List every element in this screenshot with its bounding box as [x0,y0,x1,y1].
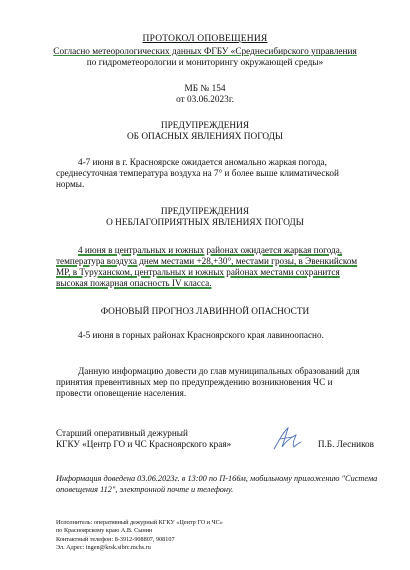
dangerous-heading [0,121,410,143]
footer-executor: Исполнитель: оперативный дежурный КГКУ «Центр ГО и ЧС» [56,519,223,526]
signer-position-line-1: Старший оперативный дежурный [56,428,188,438]
footer-email: Эл. Адрес: ingen@krsk.sibrc.mchs.ru [56,543,151,551]
delivery-info-line-2: оповещения 112", электронной почте и телефону. [56,484,234,494]
signer-name: П.Б. Лесников [317,439,374,449]
instruction-line-3: провести оповещение населения. [56,388,187,398]
avalanche-text [56,330,374,341]
source-line-2: по гидрометеорологии и мониторингу окружающей среды» [86,58,324,68]
unfavorable-heading-line-1: ПРЕДУПРЕЖДЕНИЯ [160,207,250,217]
signer-position-line-2: КГКУ «Центр ГО и ЧС Красноярского края» [56,439,232,449]
protocol-title: ПРОТОКОЛ ОПОВЕЩЕНИЯ [142,34,268,44]
unfavorable-text-line-1: 4 июня в центральных и южных районах ожидается жаркая погода, [78,245,343,255]
handwritten-signature-icon [270,425,304,453]
signature-block [56,428,374,450]
delivery-info-line-1: Информация доведена 03.06.2023г. в 13:00 по П-166м, мобильному приложению "Система [56,474,378,483]
footer-phone: Контактный телефон: 8-3912-908807, 908107 [56,535,175,543]
dangerous-text-line-2: среднесуточная температура воздуха на 7° и более выше климатической [56,168,339,178]
instruction-text [56,366,374,399]
unfavorable-heading [0,207,410,229]
dangerous-text-line-3: нормы. [56,179,85,189]
unfavorable-text [56,245,374,289]
unfavorable-text-line-4: высокая пожарная опасность IV класса. [56,278,212,288]
source-line-1: Согласно метеорологических данных ФГБУ «Среднесибирского управления [53,47,357,57]
dangerous-heading-line-1: ПРЕДУПРЕЖДЕНИЯ [160,121,250,131]
source-description [0,47,410,69]
avalanche-text-line: 4-5 июня в горных районах Красноярского края лавиноопасно. [78,330,324,340]
avalanche-heading: ФОНОВЫЙ ПРОГНОЗ ЛАВИННОЙ ОПАСНОСТИ [100,307,310,317]
dangerous-text-line-1: 4-7 июня в г. Красноярске ожидается аномально жаркая погода, [78,157,327,167]
unfavorable-text-line-2: температура воздуха днем местами +28,+30°, местами грозы, в Эвенкийском [56,256,358,266]
instruction-line-1: Данную информацию довести до глав муниципальных образований для [78,366,360,376]
bulletin-date: от 03.06.2023г. [176,95,234,105]
unfavorable-text-line-3: МР, в Туруханском, центральных и южных районах местами сохранится [56,267,340,277]
instruction-line-2: принятия превентивных мер по предупреждению возникновения ЧС и [56,377,333,387]
executor-footer [56,519,356,552]
delivery-info [56,474,378,495]
bulletin-number: МБ № 154 [184,84,226,94]
dangerous-heading-line-2: ОБ ОПАСНЫХ ЯВЛЕНИЯХ ПОГОДЫ [126,132,284,142]
dangerous-text [56,157,374,190]
unfavorable-heading-line-2: О НЕБЛАГОПРИЯТНЫХ ЯВЛЕНИЯХ ПОГОДЫ [106,218,304,228]
footer-executor-name: по Красноярскому краю А.В. Сынин [56,527,153,535]
